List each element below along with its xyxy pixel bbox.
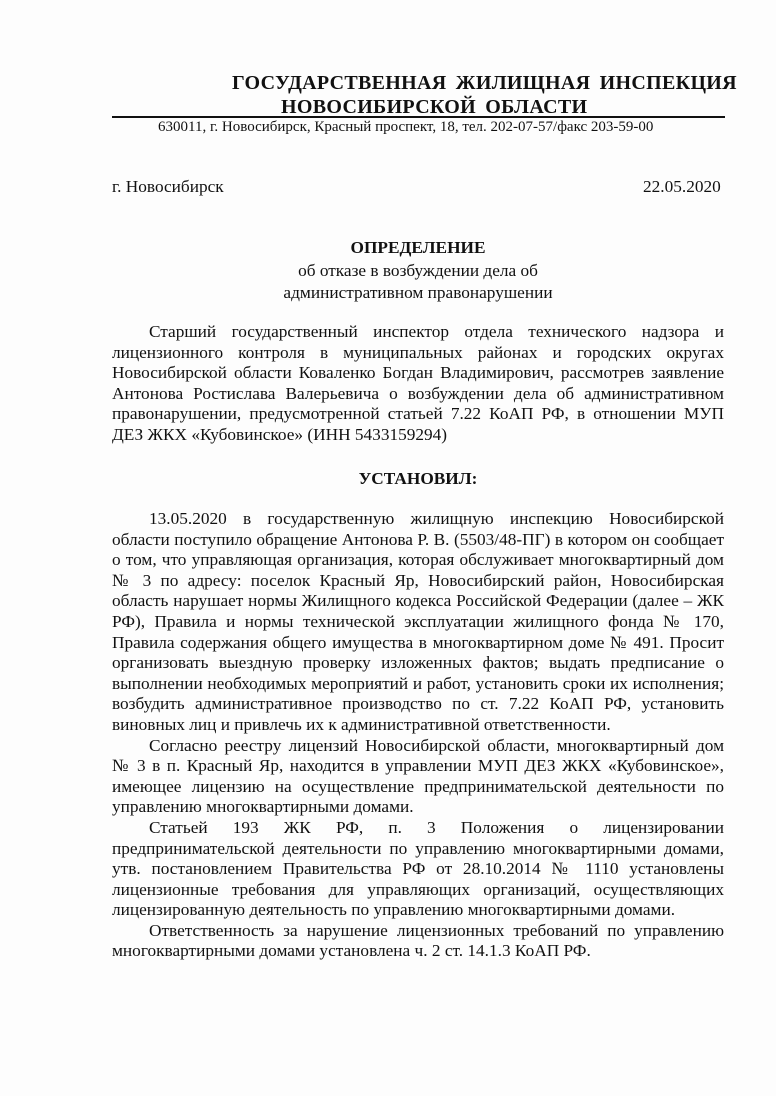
org-address: 630011, г. Новосибирск, Красный проспект, 18, тел. 202-07-57/факс 203-59-00: [158, 119, 654, 135]
findings-paragraph: 13.05.2020 в государственную жилищную инспекцию Новосибирской области поступило обращение Антонова Р. В. (5503/48-ПГ) в котором он сообщает о том, что управляющая организация, которая обслуживает многоквартирный дом № 3 по адресу: поселок Красный Яр, Новосибирский район, Новосибирская область нарушает нормы Жилищного кодекса Российской Федерации (далее – ЖК РФ), Правила и нормы технической эксплуатации жилищного фонда № 170, Правила содержания общего имущества в многоквартирном доме № 491. Просит организовать выездную проверку изложенных фактов; выдать предписание о выполнении необходимых мероприятий и работ, установить сроки их исполнения; возбудить административное производство по ст. 7.22 КоАП РФ, установить виновных лиц и привлечь их к административной ответственности.: [112, 509, 724, 734]
findings-paragraph: Согласно реестру лицензий Новосибирской области, многоквартирный дом № 3 в п. Красный Яр, находится в управлении МУП ДЕЗ ЖКХ «Кубовинское», имеющее лицензию на осуществление предпринимательской деятельности по управлению многоквартирными домами.: [112, 735, 724, 817]
org-name-line2: НОВОСИБИРСКОЙ ОБЛАСТИ: [281, 96, 588, 118]
intro-section: [112, 322, 724, 446]
intro-paragraph: Старший государственный инспектор отдела технического надзора и лицензионного контроля в муниципальных районах и городских округах Новосибирской области Коваленко Богдан Владимирович, рассмотрев заявление Антонова Ростислава Валерьевича о возбуждении дела об административном правонарушении, предусмотренной статьей 7.22 КоАП РФ, в отношении МУП ДЕЗ ЖКХ «Кубовинское» (ИНН 5433159294): [112, 322, 724, 444]
section-title-established: УСТАНОВИЛ:: [358, 469, 478, 488]
findings-paragraph: Статьей 193 ЖК РФ, п. 3 Положения о лицензировании предпринимательской деятельности по управлению многоквартирными домами, утв. постановлением Правительства РФ от 28.10.2014 № 1110 установлены лицензионные требования для управляющих организаций, осуществляющих лицензированную деятельность по управлению многоквартирными домами.: [112, 817, 724, 920]
document-subtitle-line1: об отказе в возбуждении дела об: [298, 261, 538, 280]
document-place: г. Новосибирск: [112, 177, 224, 196]
document-subtitle-line2: административном правонарушении: [283, 283, 553, 302]
document-title: ОПРЕДЕЛЕНИЕ: [350, 238, 486, 257]
findings-section: [112, 509, 724, 962]
document-date: 22.05.2020: [643, 177, 721, 196]
findings-paragraph: Ответственность за нарушение лицензионных требований по управлению многоквартирными домами установлена ч. 2 ст. 14.1.3 КоАП РФ.: [112, 920, 724, 961]
org-name-line1: ГОСУДАРСТВЕННАЯ ЖИЛИЩНАЯ ИНСПЕКЦИЯ: [232, 72, 737, 94]
